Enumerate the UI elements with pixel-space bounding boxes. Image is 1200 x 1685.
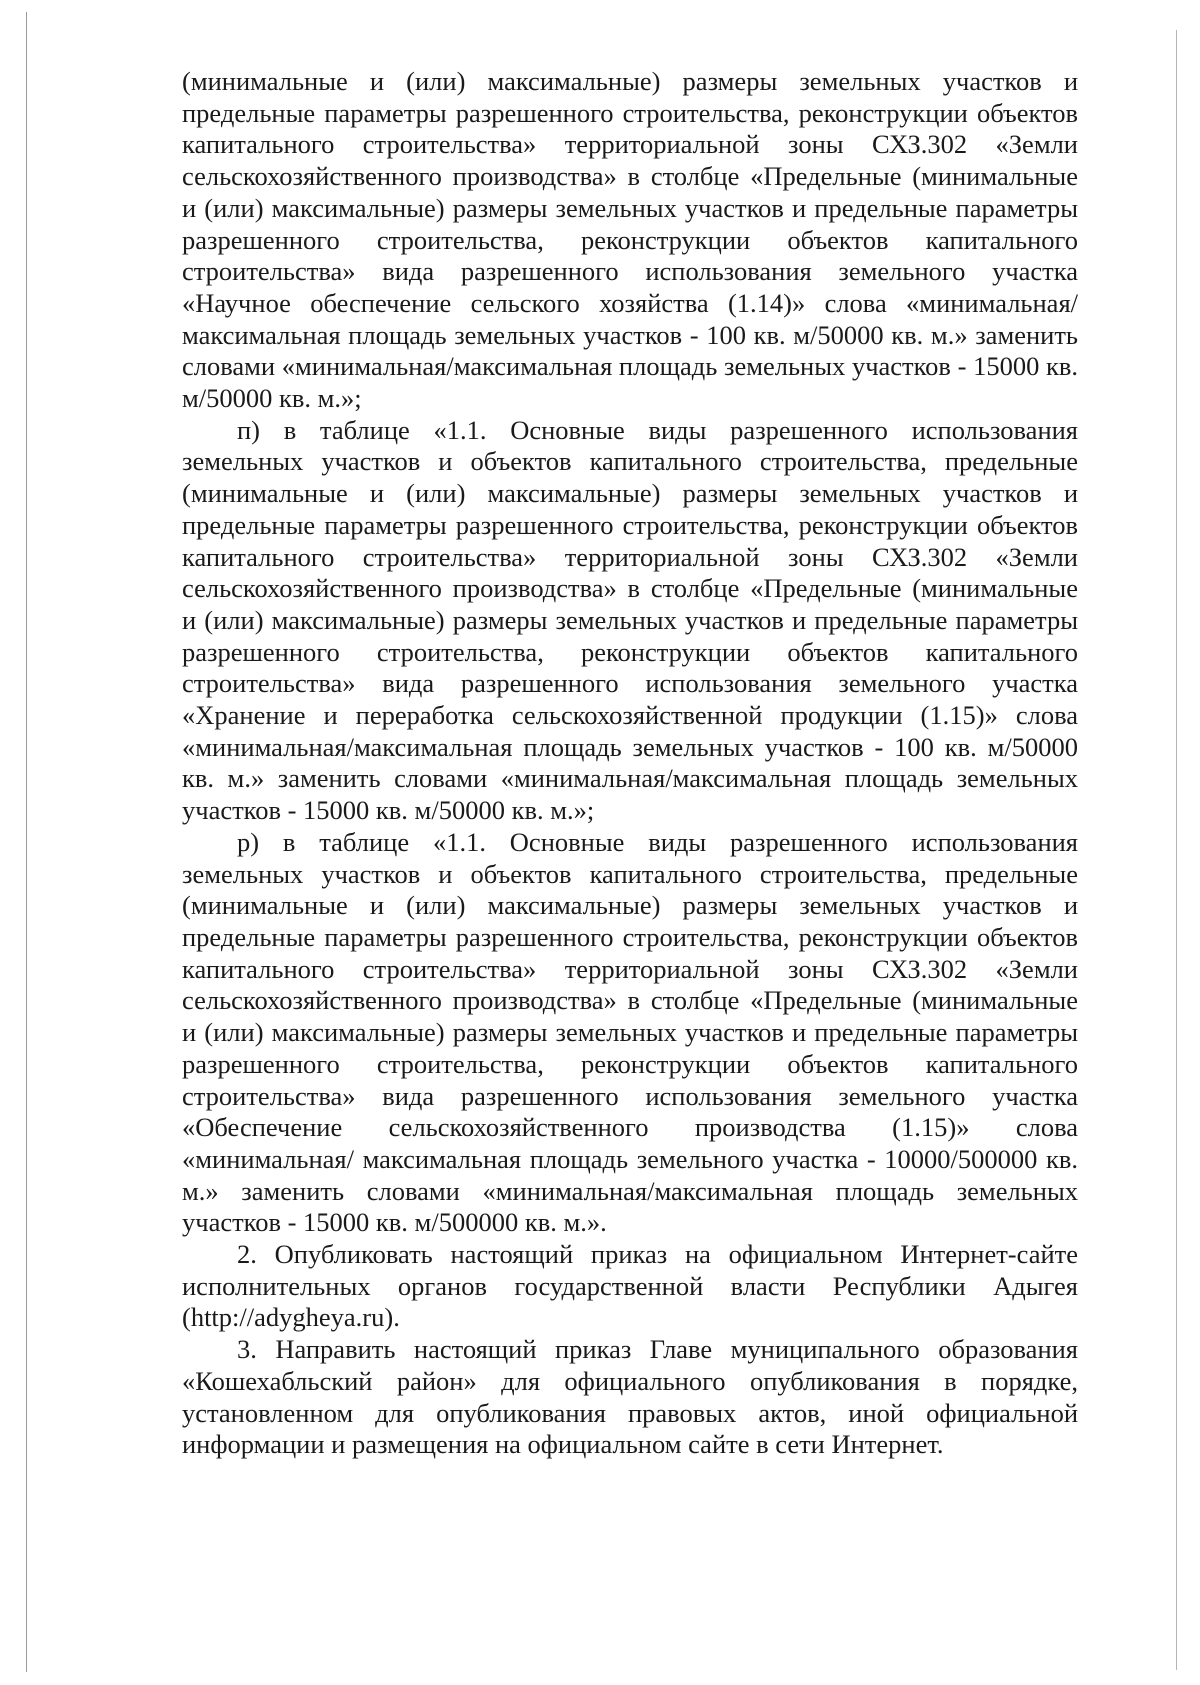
paragraph-item-r: р) в таблице «1.1. Основные виды разрешенного использования земельных участков и объектов капитального строительства, предельные (минимальные и (или) максимальные) размеры земельных участков и предельные параметры разрешенного строительства, реконструкции объектов капитального строительства» территориальной зоны СХЗ.302 «Земли сельскохозяйственного производства» в столбце «Предельные (минимальные и (или) максимальные) размеры земельных участков и предельные параметры разрешенного строительства, реконструкции объектов капитального строительства» вида разрешенного использования земельного участка «Обеспечение сельскохозяйственного производства (1.15)» слова «минимальная/ максимальная площадь земельного участка - 10000/500000 кв. м.» заменить словами «минимальная/максимальная площадь земельных участков - 15000 кв. м/500000 кв. м.». (182, 826, 1078, 1238)
document-body (182, 66, 1078, 1461)
paragraph-item-2: 2. Опубликовать настоящий приказ на официальном Интернет-сайте исполнительных органов государственной власти Республики Адыгея (http://adygheya.ru). (182, 1239, 1078, 1333)
scan-edge-right (1176, 30, 1177, 1670)
scan-edge-left (26, 12, 27, 1672)
paragraph-continuation: (минимальные и (или) максимальные) размеры земельных участков и предельные параметры разрешенного строительства, реконструкции объектов капитального строительства» территориальной зоны СХЗ.302 «Земли сельскохозяйственного производства» в столбце «Предельные (минимальные и (или) максимальные) размеры земельных участков и предельные параметры разрешенного строительства, реконструкции объектов капитального строительства» вида разрешенного использования земельного участка «Научное обеспечение сельского хозяйства (1.14)» слова «минимальная/максимальная площадь земельных участков - 100 кв. м/50000 кв. м.» заменить словами «минимальная/максимальная площадь земельных участков - 15000 кв. м/50000 кв. м.»; (182, 66, 1078, 414)
paragraph-item-p: п) в таблице «1.1. Основные виды разрешенного использования земельных участков и объектов капитального строительства, предельные (минимальные и (или) максимальные) размеры земельных участков и предельные параметры разрешенного строительства, реконструкции объектов капитального строительства» территориальной зоны СХЗ.302 «Земли сельскохозяйственного производства» в столбце «Предельные (минимальные и (или) максимальные) размеры земельных участков и предельные параметры разрешенного строительства, реконструкции объектов капитального строительства» вида разрешенного использования земельного участка «Хранение и переработка сельскохозяйственной продукции (1.15)» слова «минимальная/максимальная площадь земельных участков - 100 кв. м/50000 кв. м.» заменить словами «минимальная/максимальная площадь земельных участков - 15000 кв. м/50000 кв. м.»; (182, 414, 1078, 826)
paragraph-item-3: 3. Направить настоящий приказ Главе муниципального образования «Кошехабльский район» для официального опубликования в порядке, установленном для опубликования правовых актов, иной официальной информации и размещения на официальном сайте в сети Интернет. (182, 1334, 1078, 1460)
